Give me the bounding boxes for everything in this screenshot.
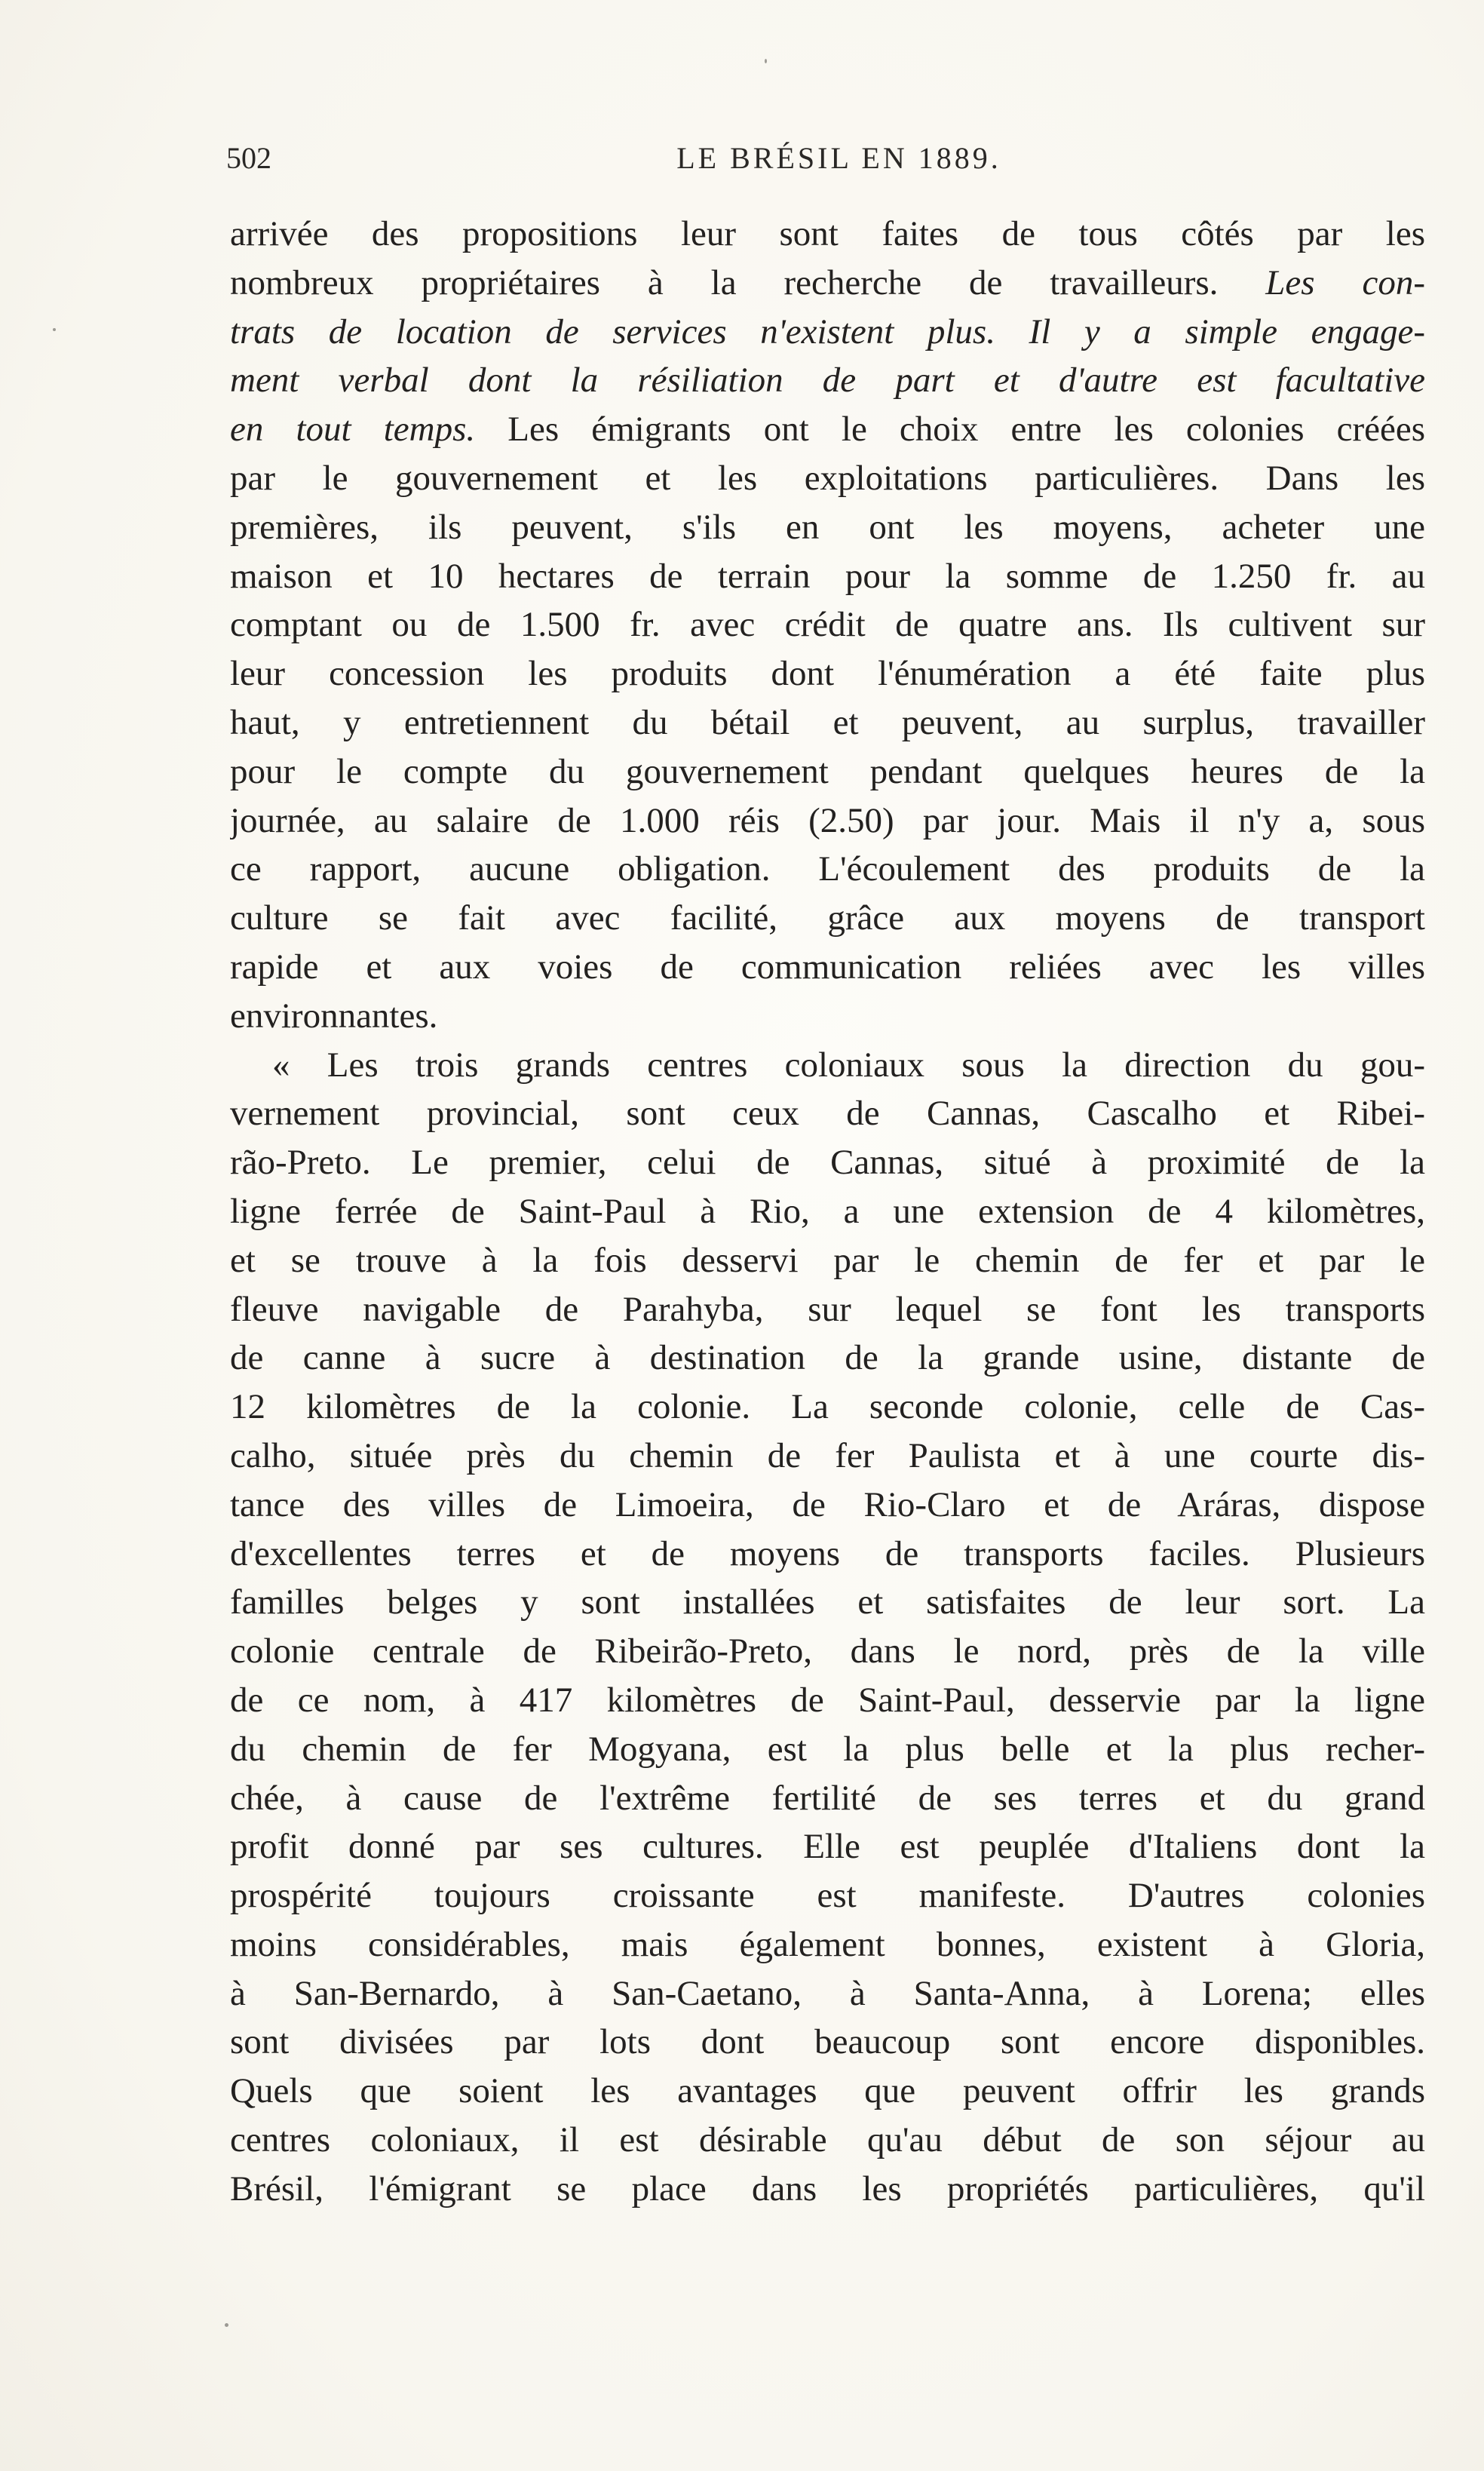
- text-run: Les émigrants ont le choix entre les colonies créées: [475, 410, 1425, 450]
- text-run: environnantes.: [230, 996, 438, 1036]
- text-run: d'excellentes terres et de moyens de transports faciles. Plusieurs: [230, 1533, 1425, 1573]
- text-line: [230, 259, 1425, 308]
- text-line: [230, 1774, 1425, 1823]
- text-run: du chemin de fer Mogyana, est la plus belle et la plus recher-: [230, 1729, 1425, 1769]
- text-run: maison et 10 hectares de terrain pour la somme de 1.250 fr. au: [230, 556, 1425, 596]
- text-line: [230, 405, 1425, 454]
- text-run: familles belges y sont installées et satisfaites de leur sort. La: [230, 1582, 1425, 1622]
- text-line: [230, 1041, 1425, 1090]
- running-head: [226, 134, 1429, 187]
- text-line: [230, 356, 1425, 405]
- text-run: Brésil, l'émigrant se place dans les propriétés particulières, qu'il: [230, 2169, 1425, 2209]
- text-run: fleuve navigable de Parahyba, sur lequel se font les transports: [230, 1289, 1425, 1329]
- text-line: [230, 454, 1425, 503]
- paper-speck: [225, 2323, 228, 2327]
- text-run: nombreux propriétaires à la recherche de travailleurs.: [230, 262, 1266, 302]
- text-line: [230, 649, 1425, 698]
- text-run: pour le compte du gouvernement pendant quelques heures de la: [230, 751, 1425, 791]
- text-line: [230, 1969, 1425, 2018]
- text-line: [230, 600, 1425, 649]
- text-run: calho, située près du chemin de fer Paulista et à une courte dis-: [230, 1435, 1425, 1475]
- text-run: prospérité toujours croissante est manifeste. D'autres colonies: [230, 1876, 1425, 1916]
- text-run: vernement provincial, sont ceux de Cannas, Cascalho et Ribei-: [230, 1094, 1425, 1134]
- text-line: [230, 1676, 1425, 1725]
- text-run: culture se fait avec facilité, grâce aux moyens de transport: [230, 898, 1425, 938]
- text-line: [230, 698, 1425, 747]
- text-line: [230, 2018, 1425, 2067]
- text-line: [230, 894, 1425, 943]
- text-run: arrivée des propositions leur sont faites de tous côtés par les: [230, 214, 1425, 253]
- page-number: 502: [226, 141, 271, 175]
- italic-run: trats de location de services n'existent plus. Il y a simple engage-: [230, 312, 1425, 351]
- text-line: [230, 308, 1425, 357]
- text-line: [230, 943, 1425, 992]
- text-line: [230, 2116, 1425, 2165]
- text-run: à San-Bernardo, à San-Caetano, à Santa-Anna, à Lorena; elles: [230, 1973, 1425, 2013]
- italic-run: Les con-: [1265, 262, 1425, 302]
- text-line: [230, 1285, 1425, 1334]
- text-line: [230, 992, 1425, 1041]
- text-line: [230, 1432, 1425, 1481]
- text-run: journée, au salaire de 1.000 réis (2.50) par jour. Mais il n'y a, sous: [230, 800, 1425, 840]
- text-run: leur concession les produits dont l'énumération a été faite plus: [230, 654, 1425, 694]
- text-line: [230, 1187, 1425, 1236]
- text-run: de ce nom, à 417 kilomètres de Saint-Paul, desservie par la ligne: [230, 1680, 1425, 1720]
- text-run: profit donné par ses cultures. Elle est peuplée d'Italiens dont la: [230, 1827, 1425, 1867]
- text-run: ce rapport, aucune obligation. L'écoulement des produits de la: [230, 849, 1425, 889]
- italic-run: ment verbal dont la résiliation de part et d'autre est facultative: [230, 361, 1425, 401]
- text-run: haut, y entretiennent du bétail et peuvent, au surplus, travailler: [230, 702, 1425, 742]
- text-line: [230, 2165, 1425, 2214]
- text-line: [230, 2067, 1425, 2116]
- text-line: [230, 503, 1425, 552]
- text-run: de canne à sucre à destination de la grande usine, distante de: [230, 1338, 1425, 1378]
- running-title: LE BRÉSIL EN 1889.: [676, 141, 1001, 175]
- text-run: 12 kilomètres de la colonie. La seconde colonie, celle de Cas-: [230, 1387, 1425, 1427]
- text-line: [230, 1138, 1425, 1187]
- paper-speck: [765, 59, 767, 63]
- text-line: [230, 747, 1425, 797]
- text-run: Quels que soient les avantages que peuvent offrir les grands: [230, 2071, 1425, 2111]
- text-run: colonie centrale de Ribeirão-Preto, dans le nord, près de la ville: [230, 1631, 1425, 1671]
- text-run: et se trouve à la fois desservi par le chemin de fer et par le: [230, 1240, 1425, 1280]
- text-line: [230, 1334, 1425, 1383]
- text-line: [230, 1481, 1425, 1530]
- body-text: [230, 210, 1425, 2214]
- paper-speck: [53, 328, 56, 331]
- text-run: « Les trois grands centres coloniaux sous la direction du gou-: [272, 1045, 1425, 1085]
- text-line: [230, 1530, 1425, 1579]
- text-run: rapide et aux voies de communication reliées avec les villes: [230, 947, 1425, 987]
- text-run: tance des villes de Limoeira, de Rio-Claro et de Aráras, dispose: [230, 1484, 1425, 1524]
- text-line: [230, 1383, 1425, 1432]
- text-line: [230, 1089, 1425, 1138]
- text-line: [230, 1627, 1425, 1676]
- text-run: moins considérables, mais également bonnes, existent à Gloria,: [230, 1924, 1425, 1964]
- text-run: par le gouvernement et les exploitations particulières. Dans les: [230, 458, 1425, 498]
- text-line: [230, 210, 1425, 259]
- text-line: [230, 1236, 1425, 1285]
- text-run: sont divisées par lots dont beaucoup sont encore disponibles.: [230, 2022, 1425, 2062]
- text-run: premières, ils peuvent, s'ils en ont les moyens, acheter une: [230, 507, 1425, 547]
- text-run: comptant ou de 1.500 fr. avec crédit de quatre ans. Ils cultivent sur: [230, 605, 1425, 645]
- italic-run: en tout temps.: [230, 410, 476, 450]
- text-line: [230, 845, 1425, 894]
- text-line: [230, 1725, 1425, 1774]
- text-line: [230, 1578, 1425, 1627]
- text-line: [230, 1871, 1425, 1920]
- text-run: ligne ferrée de Saint-Paul à Rio, a une extension de 4 kilomètres,: [230, 1191, 1425, 1231]
- text-run: chée, à cause de l'extrême fertilité de ses terres et du grand: [230, 1778, 1425, 1818]
- text-line: [230, 797, 1425, 846]
- text-line: [230, 1822, 1425, 1871]
- text-run: centres coloniaux, il est désirable qu'au début de son séjour au: [230, 2120, 1425, 2160]
- text-run: rão-Preto. Le premier, celui de Cannas, situé à proximité de la: [230, 1143, 1425, 1183]
- text-line: [230, 552, 1425, 601]
- text-line: [230, 1920, 1425, 1969]
